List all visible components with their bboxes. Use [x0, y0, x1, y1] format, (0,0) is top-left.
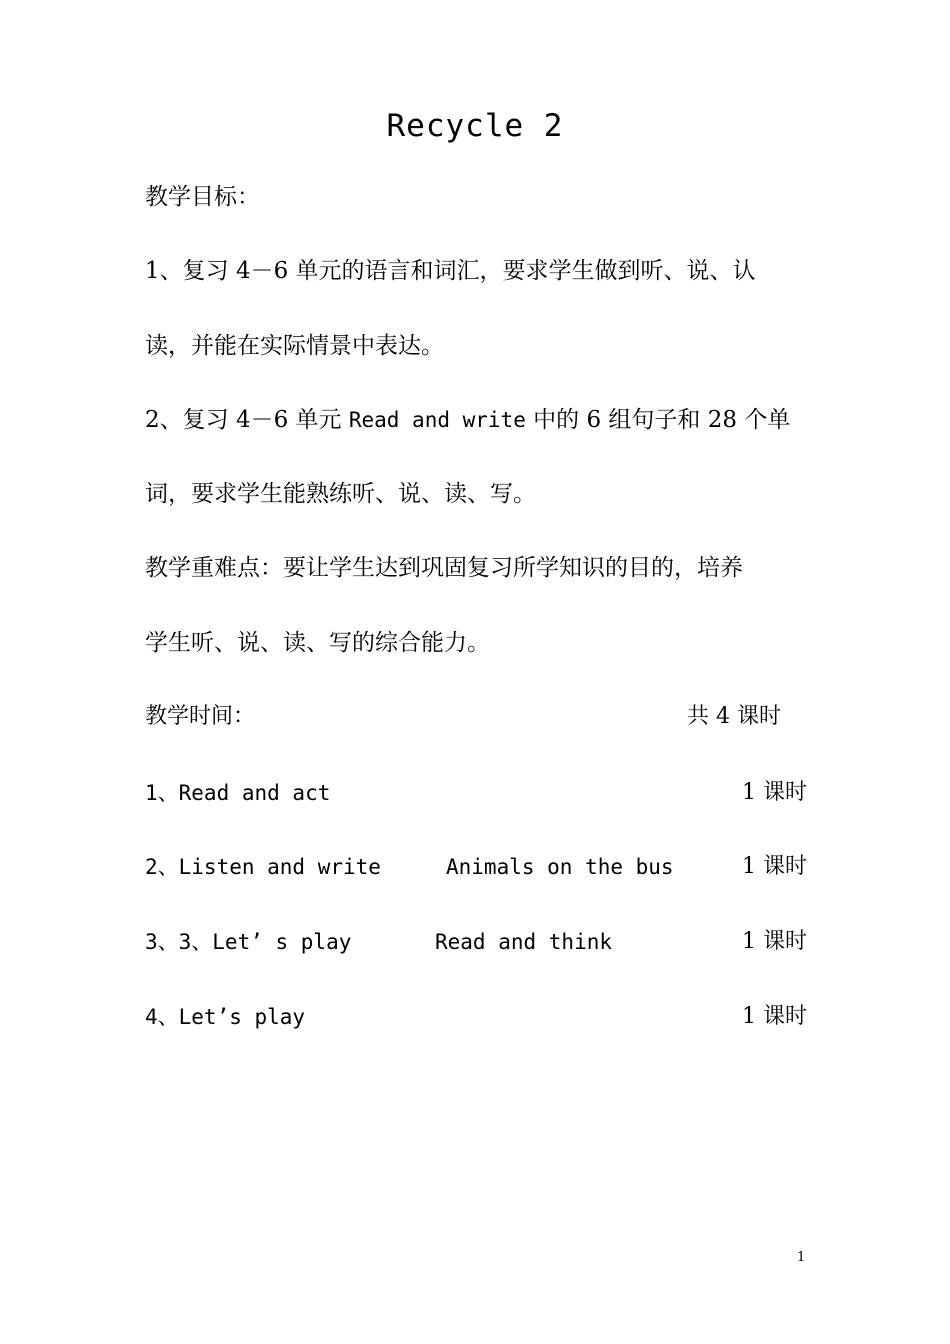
document-title: Recycle 2	[386, 108, 564, 144]
time-heading: 教学时间：	[145, 704, 256, 729]
lesson-duration: 1 课时	[742, 780, 807, 805]
objective-2-suffix: 中的 6 组句子和 28 个单	[525, 407, 791, 433]
time-total: 共 4 课时	[687, 704, 781, 729]
objectives-heading: 教学目标：	[145, 184, 260, 210]
lesson-name: 4、Let’s play	[145, 1005, 306, 1029]
objective-1-line-1: 1、复习 4－6 单元的语言和词汇，要求学生做到听、说、认	[145, 258, 756, 284]
objective-2-line-1	[145, 403, 807, 437]
lesson-row	[145, 850, 807, 884]
time-row	[145, 700, 807, 734]
objective-1-line-2: 读，并能在实际情景中表达。	[145, 333, 444, 359]
lesson-name: 1、Read and act	[145, 781, 331, 805]
lesson-extra: Animals on the bus	[446, 855, 674, 879]
lesson-row	[145, 776, 807, 810]
lesson-row	[145, 925, 807, 959]
objective-2-line-2: 词，要求学生能熟练听、说、读、写。	[145, 481, 536, 507]
lesson-duration: 1 课时	[742, 854, 807, 879]
lesson-row	[145, 1000, 807, 1034]
objective-2-prefix: 2、复习 4－6 单元	[145, 407, 349, 433]
key-points-line-1: 教学重难点：要让学生达到巩固复习所学知识的目的，培养	[145, 555, 743, 581]
lesson-extra: Read and think	[435, 930, 613, 954]
page-number: 1	[797, 1250, 806, 1265]
objective-2-english-phrase: Read and write	[348, 408, 526, 432]
lesson-name: 3、3、Let’ s play	[145, 930, 352, 954]
lesson-duration: 1 课时	[742, 1004, 807, 1029]
lesson-name: 2、Listen and write	[145, 855, 381, 879]
key-points-line-2: 学生听、说、读、写的综合能力。	[145, 630, 490, 656]
lesson-duration: 1 课时	[742, 929, 807, 954]
